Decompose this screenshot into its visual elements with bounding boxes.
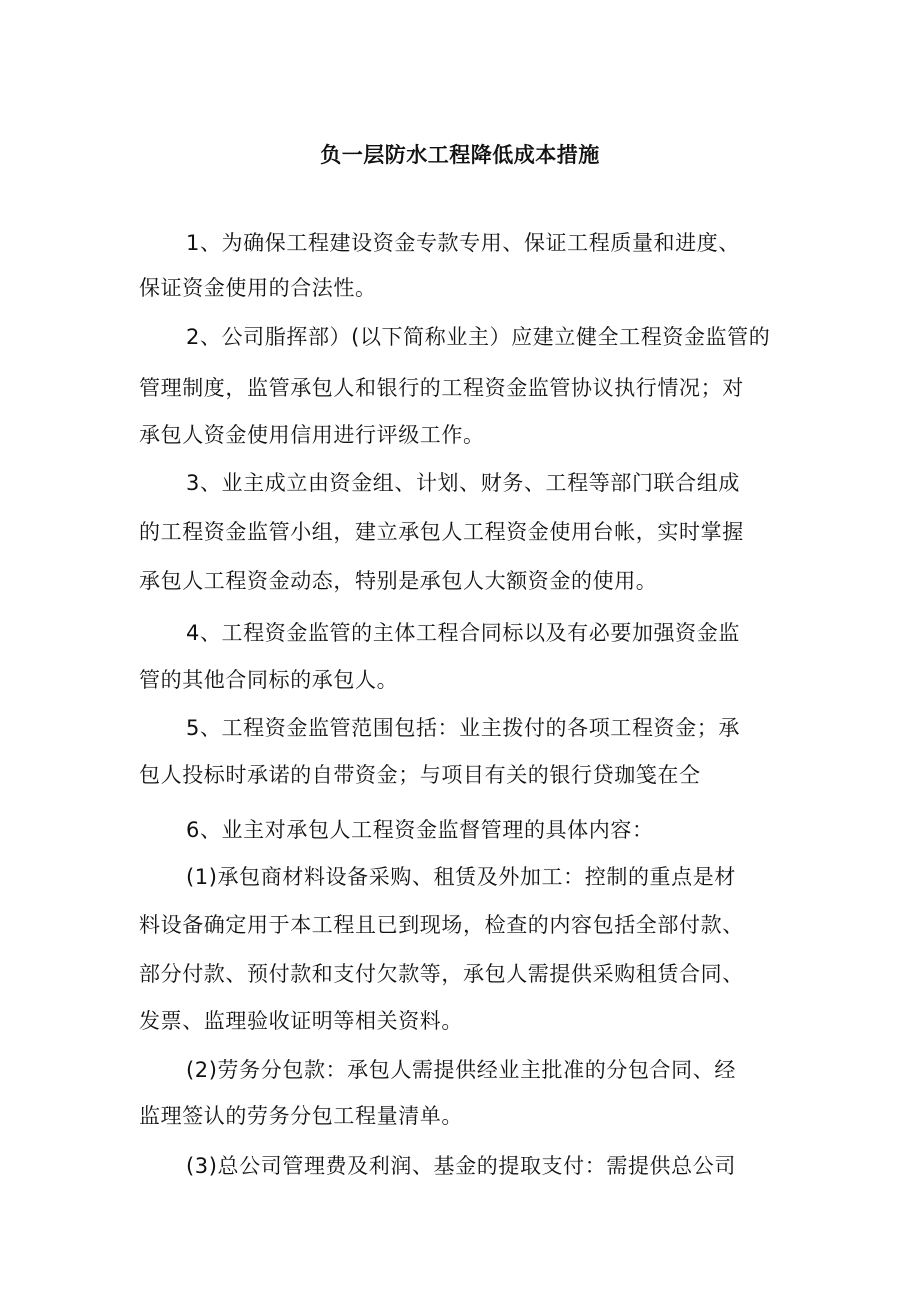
item-1-line-4: 发票、监理验收证明等相关资料。 — [139, 1009, 463, 1033]
item-2-line-2: 监理签认的劳务分包工程量清单。 — [139, 1104, 463, 1128]
item-3-line-1: (3)总公司管理费及利润、基金的提取支付：需提供总公司 — [186, 1154, 736, 1178]
paragraph-5-line-2: 包人投标时承诺的自带资金；与项目有关的银行贷珈笺在仝 — [139, 763, 701, 787]
paragraph-2-line-2: 管理制度，监管承包人和银行的工程资金监管协议执行情况；对 — [139, 376, 744, 400]
item-1-line-3: 部分付款、预付款和支付欠款等，承包人需提供采购租赁合同、 — [139, 962, 744, 986]
paragraph-3-line-1: 3、业主成立由资金组、计划、财务、工程等部门联合组成 — [186, 471, 740, 495]
paragraph-1-line-1: 1、为确保工程建设资金专款专用、保证工程质量和进度、 — [186, 231, 740, 255]
paragraph-1-line-2: 保证资金使用的合法性。 — [139, 276, 377, 300]
item-2-line-1: (2)劳务分包款：承包人需提供经业主批准的分包合同、经 — [186, 1058, 736, 1082]
paragraph-2-line-1: 2、公司脂挥部）(以下简称业主）应建立健全工程资金监管的 — [186, 325, 771, 349]
document-title: 负一层防水工程降低成本措施 — [320, 143, 600, 167]
paragraph-6-line-1: 6、业主对承包人工程资金监督管理的具体内容： — [186, 818, 654, 842]
paragraph-3-line-3: 承包人工程资金动态，特别是承包人大额资金的使用。 — [139, 569, 658, 593]
paragraph-4-line-2: 管的其他合同标的承包人。 — [139, 668, 399, 692]
paragraph-5-line-1: 5、工程资金监管范围包括：业主拨付的各项工程资金；承 — [186, 716, 740, 740]
item-1-line-2: 料设备确定用于本工程且已到现场，检查的内容包括全部付款、 — [139, 913, 744, 937]
paragraph-4-line-1: 4、工程资金监管的主体工程合同标以及有必要加强资金监 — [186, 621, 740, 645]
paragraph-2-line-3: 承包人资金使用信用进行评级工作。 — [139, 423, 485, 447]
item-1-line-1: (1)承包商材料设备采购、租赁及外加工：控制的重点是材 — [186, 865, 736, 889]
paragraph-3-line-2: 的工程资金监管小组，建立承包人工程资金使用台帐，实时掌握 — [139, 520, 744, 544]
